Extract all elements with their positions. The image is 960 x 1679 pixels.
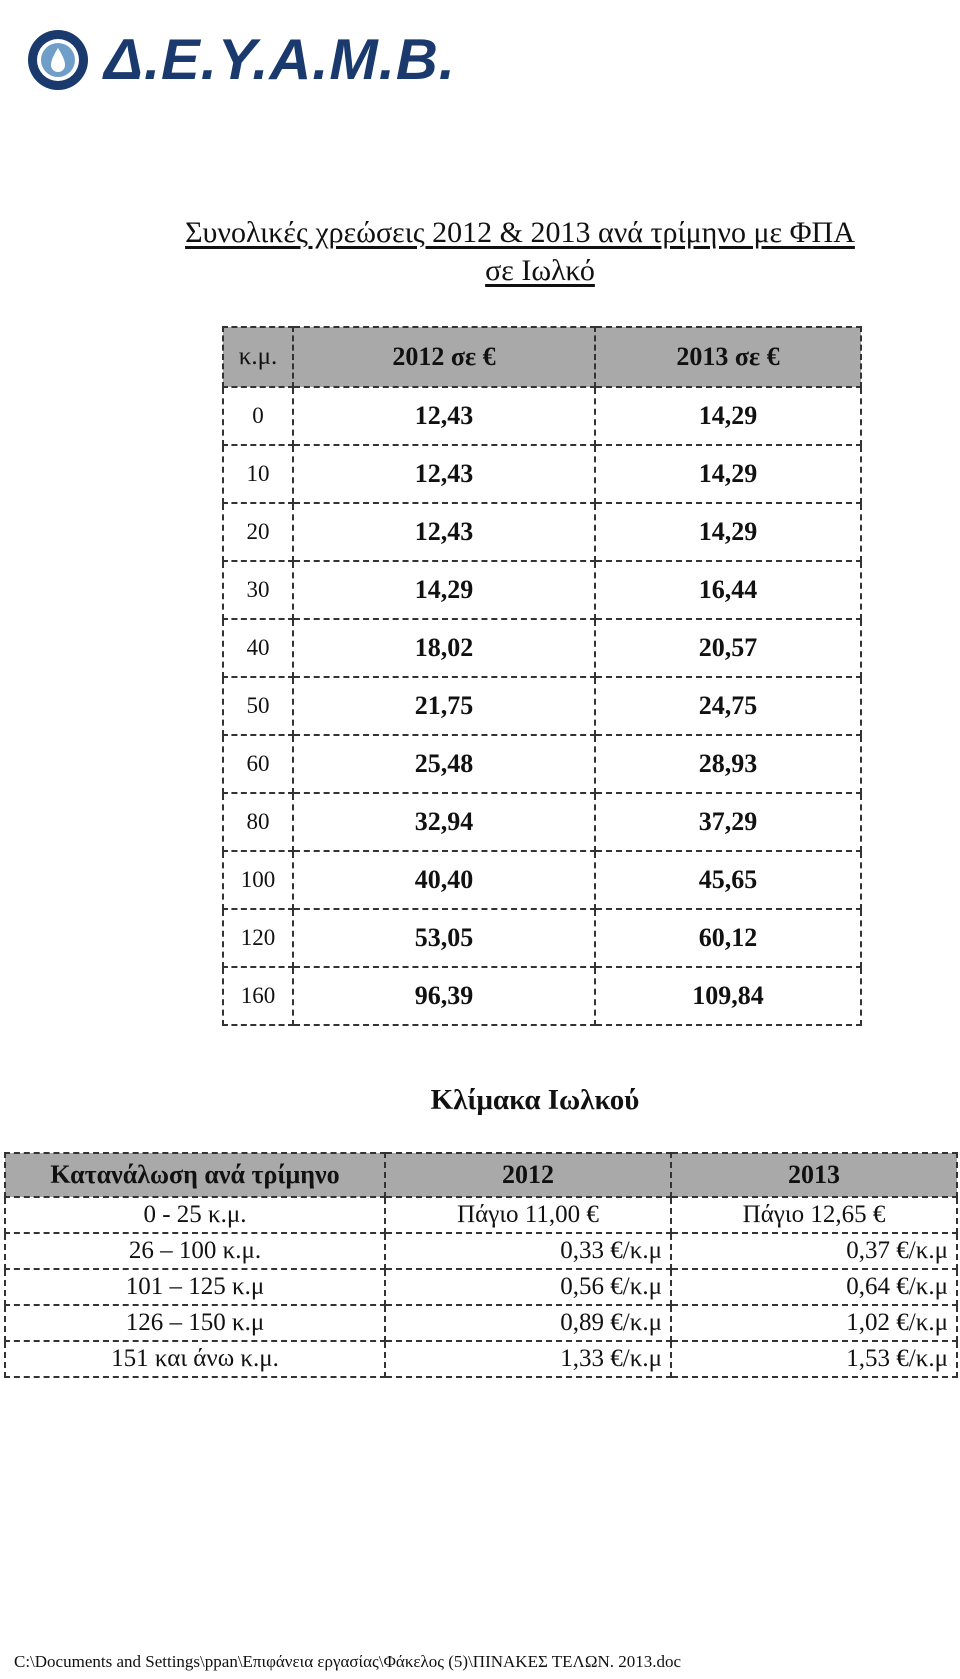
table-row [5,1197,957,1233]
charges-table-header [223,327,861,387]
cell-cubic-meters: 60 [223,735,293,793]
page-title-line1: Συνολικές χρεώσεις 2012 & 2013 ανά τρίμηνο με ΦΠΑ [185,216,855,249]
cell-2013: 45,65 [595,851,861,909]
cell-2012: 12,43 [293,387,595,445]
cell-2012: 18,02 [293,619,595,677]
company-logo-text: Δ.Ε.Υ.Α.Μ.Β. [104,27,456,92]
table-row [223,503,861,561]
cell-2013: 14,29 [595,445,861,503]
tariff-scale-table [4,1152,958,1378]
table-row [223,561,861,619]
cell-2013: 14,29 [595,387,861,445]
cell-2012: 14,29 [293,561,595,619]
cell-2013: 60,12 [595,909,861,967]
cell-cubic-meters: 20 [223,503,293,561]
table-row [5,1233,957,1269]
cell-2012: 40,40 [293,851,595,909]
cell-cubic-meters: 100 [223,851,293,909]
table-row [223,677,861,735]
header-consumption: Κατανάλωση ανά τρίμηνο [5,1153,385,1197]
table-row [223,793,861,851]
table-row [5,1269,957,1305]
cell-2012: 12,43 [293,445,595,503]
cell-consumption-range: 126 – 150 κ.μ [5,1305,385,1341]
cell-consumption-range: 26 – 100 κ.μ. [5,1233,385,1269]
header-2012: 2012 σε € [293,327,595,387]
cell-cubic-meters: 160 [223,967,293,1025]
table-row [223,387,861,445]
header-cubic-meters: κ.μ. [223,327,293,387]
table-row [223,735,861,793]
company-seal-icon [26,28,90,92]
cell-consumption-range: 0 - 25 κ.μ. [5,1197,385,1233]
table-row [5,1341,957,1377]
cell-2013: 1,02 €/κ.μ [671,1305,957,1341]
cell-2013: 28,93 [595,735,861,793]
cell-cubic-meters: 120 [223,909,293,967]
page-title-line2: σε Ιωλκό [485,254,595,287]
page-title [0,214,960,290]
table-row [223,445,861,503]
cell-consumption-range: 101 – 125 κ.μ [5,1269,385,1305]
cell-2013: 0,37 €/κ.μ [671,1233,957,1269]
header-2013: 2013 σε € [595,327,861,387]
cell-cubic-meters: 30 [223,561,293,619]
cell-2013: Πάγιο 12,65 € [671,1197,957,1233]
cell-2012: 25,48 [293,735,595,793]
cell-2013: 20,57 [595,619,861,677]
header-2012: 2012 [385,1153,671,1197]
cell-2012: 96,39 [293,967,595,1025]
cell-cubic-meters: 10 [223,445,293,503]
cell-cubic-meters: 40 [223,619,293,677]
cell-2013: 1,53 €/κ.μ [671,1341,957,1377]
scale-title [0,1084,960,1117]
cell-cubic-meters: 0 [223,387,293,445]
cell-2012: 0,56 €/κ.μ [385,1269,671,1305]
cell-2013: 109,84 [595,967,861,1025]
cell-cubic-meters: 50 [223,677,293,735]
header-2013: 2013 [671,1153,957,1197]
cell-2012: Πάγιο 11,00 € [385,1197,671,1233]
cell-2012: 12,43 [293,503,595,561]
cell-2012: 53,05 [293,909,595,967]
cell-cubic-meters: 80 [223,793,293,851]
table-row [223,851,861,909]
cell-2012: 21,75 [293,677,595,735]
cell-2013: 37,29 [595,793,861,851]
cell-2013: 14,29 [595,503,861,561]
cell-2012: 0,89 €/κ.μ [385,1305,671,1341]
charges-table [222,326,862,1026]
cell-2013: 0,64 €/κ.μ [671,1269,957,1305]
table-row [5,1305,957,1341]
table-row [223,619,861,677]
cell-2012: 0,33 €/κ.μ [385,1233,671,1269]
table-row [223,909,861,967]
cell-2013: 24,75 [595,677,861,735]
cell-2013: 16,44 [595,561,861,619]
cell-2012: 32,94 [293,793,595,851]
cell-consumption-range: 151 και άνω κ.μ. [5,1341,385,1377]
file-path-footer: C:\Documents and Settings\ppan\Επιφάνεια εργασίας\Φάκελος (5)\ΠΙΝΑΚΕΣ ΤΕΛΩΝ. 2013.doc [14,1652,682,1671]
table-row [223,967,861,1025]
cell-2012: 1,33 €/κ.μ [385,1341,671,1377]
tariff-scale-header [5,1153,957,1197]
company-logo [26,26,456,94]
scale-title-text: Κλίμακα Ιωλκού [430,1084,640,1116]
